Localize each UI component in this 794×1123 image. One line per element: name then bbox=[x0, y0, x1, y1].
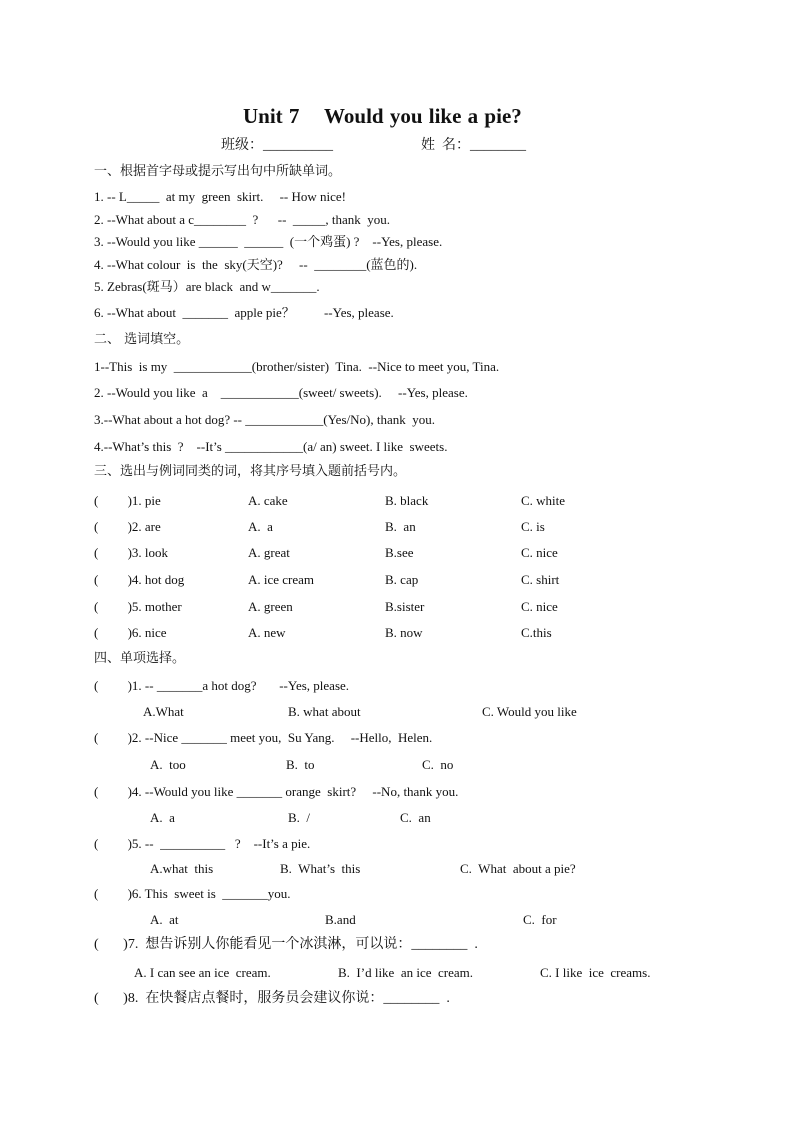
s3-row-6-stem: ( )6. nice bbox=[94, 625, 167, 640]
s4-q1-c: C. Would you like bbox=[482, 704, 577, 719]
s3-row-1-stem: ( )1. pie bbox=[94, 493, 161, 508]
s3-row-5-a: A. green bbox=[248, 599, 293, 614]
s3-row-4-b: B. cap bbox=[385, 572, 419, 587]
name-field: 姓 名：________ bbox=[421, 138, 526, 153]
s4-q4-a: A. a bbox=[150, 810, 175, 825]
s3-row-3-c: C. nice bbox=[521, 545, 558, 560]
s3-row-4-c: C. shirt bbox=[521, 572, 560, 587]
s4-q4-b: B. / bbox=[288, 810, 311, 825]
s3-row-3-b: B.see bbox=[385, 545, 414, 560]
s2-item-1: 1--This is my ____________(brother/sister) Tina. --Nice to meet you, Tina. bbox=[94, 359, 500, 374]
s4-q1-a: A.What bbox=[143, 704, 184, 719]
s2-item-3: 3.--What about a hot dog? -- ____________(Yes/No), thank you. bbox=[94, 412, 435, 427]
s4-q5-a: A.what this bbox=[150, 861, 214, 876]
s4-q2-b: B. to bbox=[286, 757, 315, 772]
s1-item-6: 6. --What about _______ apple pie？ --Yes, please. bbox=[94, 305, 394, 320]
section-2-heading: 二、 选词填空。 bbox=[94, 332, 190, 347]
s1-item-5: 5. Zebras(斑马）are black and w_______. bbox=[94, 279, 320, 294]
s4-q7-a: A. I can see an ice cream. bbox=[134, 965, 271, 980]
s4-q1-stem: ( )1. -- _______a hot dog? --Yes, please. bbox=[94, 678, 350, 693]
s4-q2-a: A. too bbox=[150, 757, 186, 772]
s4-q5-b: B. What’s this bbox=[280, 861, 361, 876]
s3-row-5-b: B.sister bbox=[385, 599, 425, 614]
s4-q8-stem: ( )8. 在快餐店点餐时，服务员会建议你说：________ . bbox=[94, 991, 450, 1006]
s3-row-2-a: A. a bbox=[248, 519, 273, 534]
s4-q6-stem: ( )6. This sweet is _______you. bbox=[94, 886, 291, 901]
s3-row-4-a: A. ice cream bbox=[248, 572, 315, 587]
s4-q7-c: C. I like ice creams. bbox=[540, 965, 651, 980]
s3-row-2-b: B. an bbox=[385, 519, 416, 534]
s1-item-4: 4. --What colour is the sky(天空)? -- ________(蓝色的). bbox=[94, 257, 418, 272]
s2-item-4: 4.--What’s this ? --It’s ____________(a/ an) sweet. I like sweets. bbox=[94, 439, 448, 454]
s3-row-6-b: B. now bbox=[385, 625, 423, 640]
section-4-heading: 四、单项选择。 bbox=[94, 651, 186, 666]
s4-q7-stem: ( )7. 想告诉别人你能看见一个冰淇淋，可以说：________ . bbox=[94, 937, 478, 952]
s4-q5-stem: ( )5. -- __________ ? --It’s a pie. bbox=[94, 836, 311, 851]
s2-item-2: 2. --Would you like a ____________(sweet/ sweets). --Yes, please. bbox=[94, 385, 468, 400]
s3-row-2-stem: ( )2. are bbox=[94, 519, 161, 534]
s3-row-1-c: C. white bbox=[521, 493, 566, 508]
section-3-heading: 三、选出与例词同类的词，将其序号填入题前括号内。 bbox=[94, 464, 407, 479]
page-title: Unit 7 Would you like a pie? bbox=[243, 104, 522, 128]
s4-q1-b: B. what about bbox=[288, 704, 361, 719]
s4-q2-c: C. no bbox=[422, 757, 454, 772]
s3-row-2-c: C. is bbox=[521, 519, 545, 534]
s4-q7-b: B. I’d like an ice cream. bbox=[338, 965, 473, 980]
s3-row-5-c: C. nice bbox=[521, 599, 558, 614]
s3-row-6-c: C.this bbox=[521, 625, 552, 640]
s3-row-1-b: B. black bbox=[385, 493, 429, 508]
s3-row-6-a: A. new bbox=[248, 625, 286, 640]
s4-q6-a: A. at bbox=[150, 912, 179, 927]
s4-q5-c: C. What about a pie? bbox=[460, 861, 576, 876]
s3-row-1-a: A. cake bbox=[248, 493, 288, 508]
s4-q4-stem: ( )4. --Would you like _______ orange skirt? --No, thank you. bbox=[94, 784, 459, 799]
s4-q2-stem: ( )2. --Nice _______ meet you, Su Yang. --Hello, Helen. bbox=[94, 730, 433, 745]
s1-item-3: 3. --Would you like ______ ______ (一个鸡蛋) ? --Yes, please. bbox=[94, 234, 443, 249]
s1-item-2: 2. --What about a c________ ? -- _____, thank you. bbox=[94, 212, 391, 227]
s3-row-4-stem: ( )4. hot dog bbox=[94, 572, 185, 587]
s1-item-1: 1. -- L_____ at my green skirt. -- How nice! bbox=[94, 189, 346, 204]
s3-row-3-a: A. great bbox=[248, 545, 290, 560]
s4-q6-b: B.and bbox=[325, 912, 356, 927]
section-1-heading: 一、根据首字母或提示写出句中所缺单词。 bbox=[94, 164, 342, 179]
s4-q6-c: C. for bbox=[523, 912, 557, 927]
s4-q4-c: C. an bbox=[400, 810, 431, 825]
s3-row-5-stem: ( )5. mother bbox=[94, 599, 182, 614]
s3-row-3-stem: ( )3. look bbox=[94, 545, 169, 560]
class-field: 班级：__________ bbox=[221, 138, 333, 153]
